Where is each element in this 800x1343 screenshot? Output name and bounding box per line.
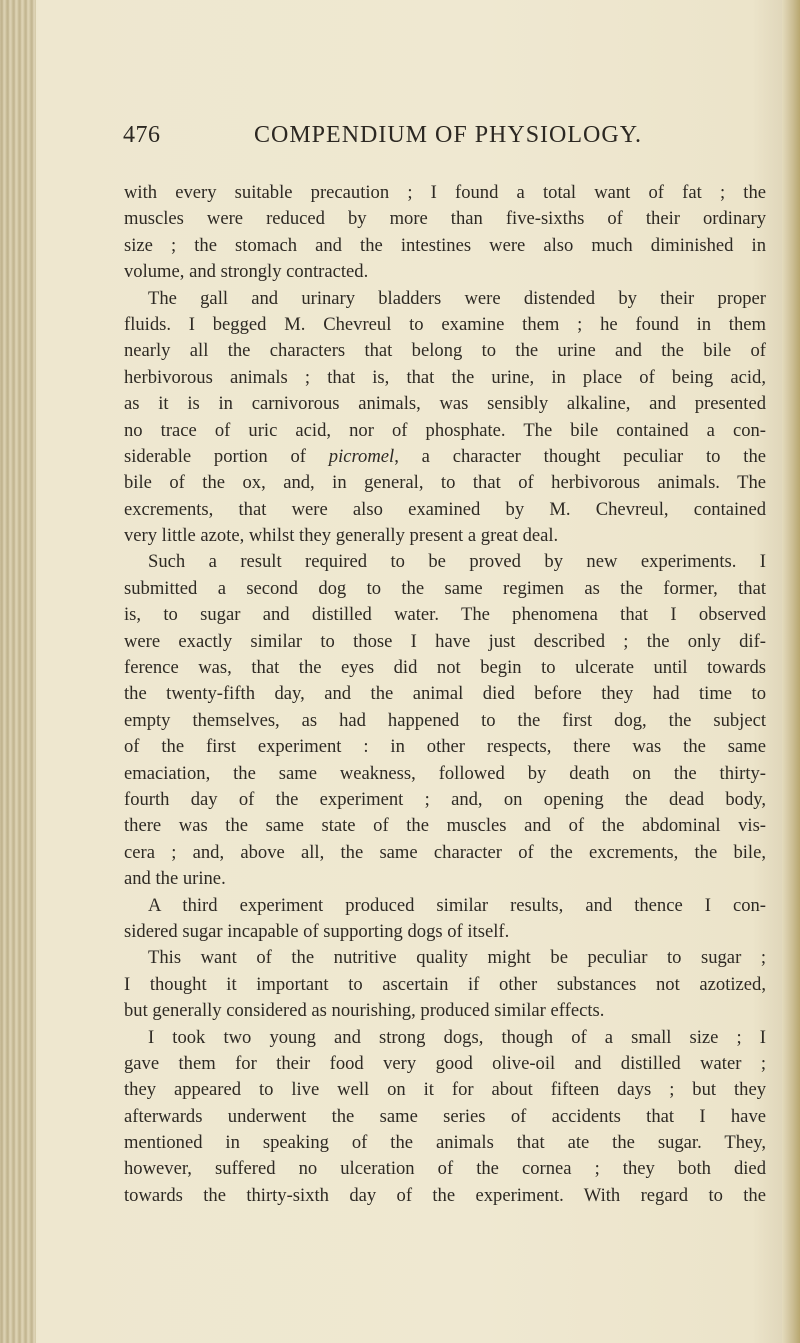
text-line: afterwards underwent the same series of accidents that I have — [124, 1105, 766, 1127]
text-line: cera ; and, above all, the same character of the excrements, the bile, — [124, 841, 766, 863]
text-line: of the first experiment : in other respects, there was the same — [124, 736, 766, 758]
text-line: and the urine. — [124, 868, 226, 890]
text-line: herbivorous animals ; that is, that the urine, in place of being acid, — [124, 366, 766, 388]
text-line: volume, and strongly contracted. — [124, 261, 369, 283]
page-header — [0, 122, 800, 156]
text-line: emaciation, the same weakness, followed by death on the thirty- — [124, 762, 766, 784]
text-line: with every suitable precaution ; I found a total want of fat ; the — [124, 182, 766, 203]
text-line: towards the thirty-sixth day of the experiment. With regard to the — [124, 1184, 766, 1206]
text-line: siderable portion of picromel, a character thought peculiar to the — [124, 445, 766, 467]
text-line: as it is in carnivorous animals, was sensibly alkaline, and presented — [124, 393, 766, 415]
page-number: 476 — [123, 122, 161, 148]
running-head: COMPENDIUM OF PHYSIOLOGY. — [254, 122, 642, 148]
text-line: nearly all the characters that belong to the urine and the bile of — [124, 340, 766, 362]
text-line: I took two young and strong dogs, though of a small size ; I — [148, 1026, 766, 1048]
text-line: submitted a second dog to the same regimen as the former, that — [124, 577, 766, 599]
text-line: I thought it important to ascertain if other substances not azotized, — [124, 973, 766, 995]
text-line: there was the same state of the muscles and of the abdominal vis- — [124, 815, 766, 837]
text-line: is, to sugar and distilled water. The phenomena that I observed — [124, 604, 766, 626]
text-line: were exactly similar to those I have just described ; the only dif- — [124, 630, 766, 652]
text-line: they appeared to live well on it for about fifteen days ; but they — [124, 1079, 766, 1101]
text-line: empty themselves, as had happened to the first dog, the subject — [124, 709, 766, 731]
page-right-edge — [782, 0, 800, 1343]
text-line: ference was, that the eyes did not begin to ulcerate until towards — [124, 657, 766, 679]
text-line: excrements, that were also examined by M. Chevreul, contained — [124, 498, 766, 520]
text-line: mentioned in speaking of the animals that ate the sugar. They, — [124, 1132, 766, 1154]
text-line: no trace of uric acid, nor of phosphate. The bile contained a con- — [124, 419, 766, 441]
text-line: gave them for their food very good olive-oil and distilled water ; — [124, 1052, 766, 1074]
italic-term: picromel — [328, 445, 395, 467]
text-line: The gall and urinary bladders were distended by their proper — [148, 287, 766, 309]
text-line: muscles were reduced by more than five-sixths of their ordinary — [124, 208, 766, 230]
text-line: but generally considered as nourishing, produced similar effects. — [124, 1000, 605, 1022]
text-line: fourth day of the experiment ; and, on opening the dead body, — [124, 788, 766, 810]
text-line: very little azote, whilst they generally present a great deal. — [124, 525, 559, 547]
text-line: bile of the ox, and, in general, to that of herbivorous animals. The — [124, 472, 766, 494]
text-line: sidered sugar incapable of supporting dogs of itself. — [124, 920, 510, 942]
text-line: This want of the nutritive quality might be peculiar to sugar ; — [148, 947, 766, 969]
text-line: the twenty-fifth day, and the animal died before they had time to — [124, 683, 766, 705]
body-text — [124, 180, 766, 1209]
text-line: A third experiment produced similar results, and thence I con- — [148, 894, 766, 916]
text-line: fluids. I begged M. Chevreul to examine them ; he found in them — [124, 313, 766, 335]
page-binding-edge — [0, 0, 36, 1343]
text-line: size ; the stomach and the intestines were also much diminished in — [124, 234, 766, 256]
text-line: Such a result required to be proved by new experiments. I — [148, 551, 766, 573]
text-line: however, suffered no ulceration of the cornea ; they both died — [124, 1158, 766, 1180]
